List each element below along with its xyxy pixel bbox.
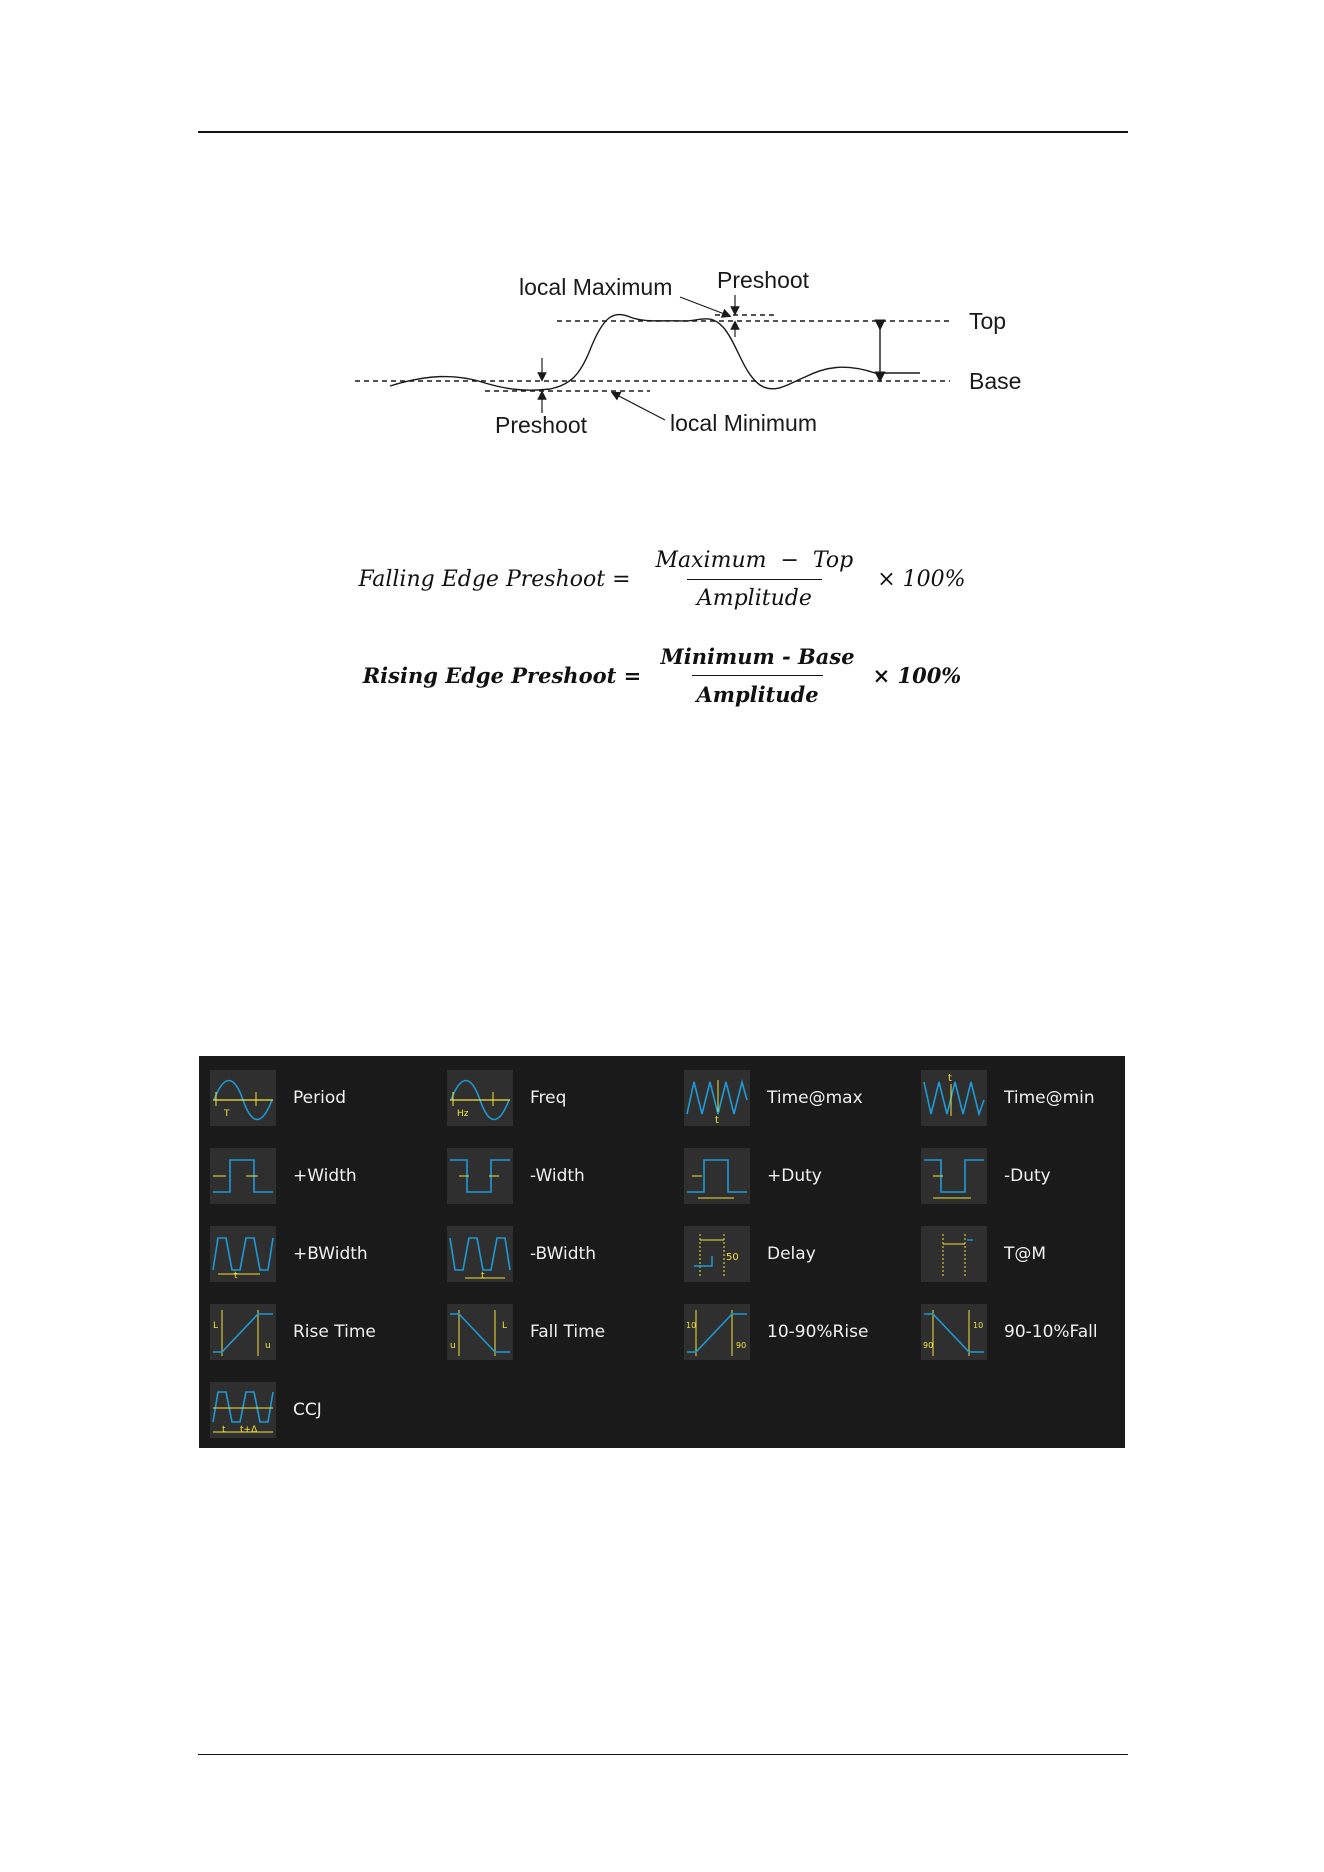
formula-denominator: Amplitude [692,675,822,707]
rising-edge-preshoot-formula [0,644,1324,707]
svg-text:90: 90 [736,1341,747,1350]
measurement-label: -Duty [1004,1166,1051,1186]
measurement-label: Time@min [1004,1088,1095,1108]
svg-text:90: 90 [923,1341,934,1350]
preshoot-top-label: Preshoot [717,267,810,293]
measurement-item[interactable] [210,1224,368,1284]
local-maximum-pointer [680,297,727,315]
svg-text:t: t [481,1271,485,1281]
svg-text:10: 10 [973,1321,984,1330]
negative-burst-width-icon [447,1226,513,1282]
top-label: Top [969,308,1007,334]
formula-denominator: Amplitude [687,579,822,611]
svg-text:Hz: Hz [457,1109,469,1119]
measurement-item[interactable] [684,1302,868,1362]
positive-burst-width-icon [210,1226,276,1282]
measurement-label: T@M [1004,1244,1047,1264]
measurement-label: Period [293,1088,347,1108]
measurement-label: +BWidth [293,1244,368,1264]
falling-edge-preshoot-formula [0,548,1324,611]
measurement-item[interactable] [684,1224,816,1284]
measurement-label: CCJ [293,1400,322,1420]
svg-text:u: u [450,1341,456,1351]
svg-text:50: 50 [726,1252,739,1263]
local-maximum-label: local Maximum [519,274,673,300]
measurement-label: Delay [767,1244,816,1264]
measurement-label: 90-10%Fall [1004,1322,1098,1342]
base-label: Base [969,368,1022,394]
freq-icon [447,1070,513,1126]
time-at-middle-icon [921,1226,987,1282]
measurement-label: Fall Time [530,1322,606,1342]
measurement-item[interactable] [921,1224,1046,1284]
local-minimum-label: local Minimum [670,410,817,436]
svg-text:t+Δ: t+Δ [240,1425,258,1435]
header-rule [198,131,1128,133]
waveform-trace [390,315,920,391]
formula-numerator: Minimum - Base [660,644,855,669]
measurement-item[interactable] [210,1380,322,1440]
positive-width-icon [210,1148,276,1204]
measurement-item[interactable] [684,1068,863,1128]
svg-text:t: t [715,1115,719,1126]
formula-multiplier: × 100% [872,663,962,688]
measurement-item[interactable] [447,1146,585,1206]
rise-10-90-icon [684,1304,750,1360]
measurement-label: +Width [293,1166,357,1186]
positive-duty-icon [684,1148,750,1204]
preshoot-waveform-figure [345,255,1035,450]
svg-text:u: u [265,1341,271,1351]
formula-lhs: Rising Edge Preshoot = [362,663,649,688]
time-at-max-icon [684,1070,750,1126]
formula-multiplier: × 100% [877,567,966,592]
svg-text:T: T [224,1109,230,1119]
measurement-item[interactable] [921,1302,1098,1362]
measurement-label: 10-90%Rise [767,1322,869,1342]
delay-icon [684,1226,750,1282]
measurement-label: -Width [530,1166,585,1186]
measurement-label: Time@max [767,1088,863,1108]
negative-width-icon [447,1148,513,1204]
local-minimum-pointer [615,394,665,420]
measurement-item[interactable] [447,1224,596,1284]
measurement-label: Freq [530,1088,567,1108]
svg-text:t: t [234,1271,238,1281]
svg-text:10: 10 [686,1321,697,1330]
fall-90-10-icon [921,1304,987,1360]
measurement-item[interactable] [684,1146,822,1206]
measurement-item[interactable] [210,1068,346,1128]
formula-fraction [657,644,859,707]
formula-lhs: Falling Edge Preshoot = [358,567,638,592]
formula-numerator: Maximum − Top [655,548,854,573]
measurement-panel [199,1056,1125,1448]
footer-rule [198,1754,1128,1755]
rise-time-icon [210,1304,276,1360]
measurement-label: Rise Time [293,1322,376,1342]
negative-duty-icon [921,1148,987,1204]
preshoot-bottom-label: Preshoot [495,412,588,438]
measurement-item[interactable] [210,1146,357,1206]
measurement-item[interactable] [921,1146,1051,1206]
cycle-cycle-jitter-icon [210,1382,276,1438]
measurement-item[interactable] [447,1068,566,1128]
svg-text:t: t [222,1425,226,1435]
measurement-item[interactable] [210,1302,376,1362]
svg-text:L: L [502,1321,508,1331]
measurement-label: +Duty [767,1166,822,1186]
svg-text:t: t [948,1073,952,1084]
svg-text:L: L [213,1321,219,1331]
formula-fraction [646,548,864,611]
time-at-min-icon [921,1070,987,1126]
measurement-label: -BWidth [530,1244,596,1264]
period-icon [210,1070,276,1126]
fall-time-icon [447,1304,513,1360]
measurement-item[interactable] [921,1068,1095,1128]
measurement-item[interactable] [447,1302,605,1362]
